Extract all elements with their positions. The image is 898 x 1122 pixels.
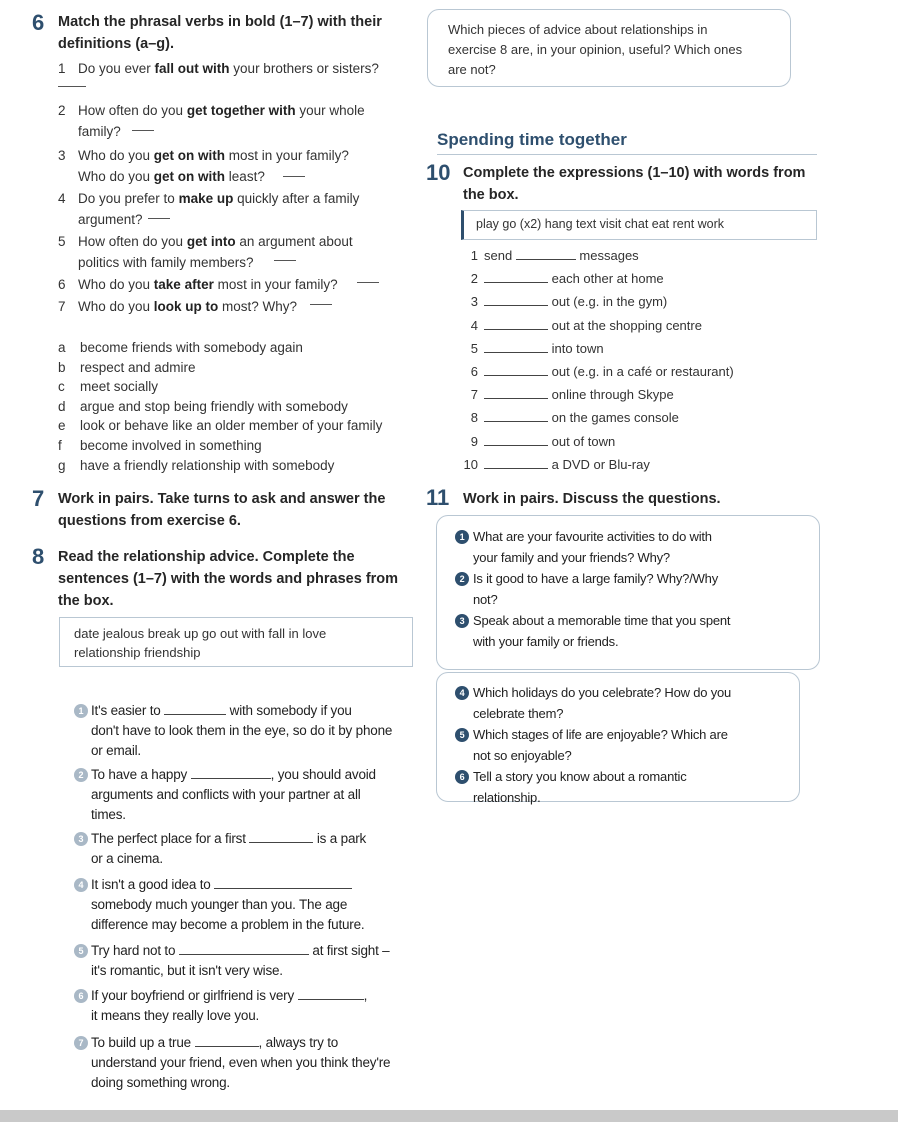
- advice-text: To have a happy: [91, 767, 191, 782]
- definition-text: argue and stop being friendly with somebody: [80, 399, 348, 414]
- definition-letter: e: [58, 418, 66, 433]
- exercise-8-line1: Read the relationship advice. Complete the: [58, 549, 355, 565]
- expression-line: [484, 315, 702, 336]
- exercise-8-number: 8: [32, 544, 45, 569]
- expression-answer-blank[interactable]: [484, 293, 548, 306]
- question-1-line1: What are your favourite activities to do with: [473, 529, 712, 544]
- answer-blank[interactable]: [132, 130, 154, 131]
- question-text-end: most in your family?: [225, 148, 349, 163]
- question-2-number-icon: 2: [455, 572, 469, 586]
- expression-text: out (e.g. in the gym): [548, 294, 668, 309]
- expression-text: out (e.g. in a café or restaurant): [548, 364, 734, 379]
- advice-line1: [91, 828, 366, 849]
- expression-answer-blank[interactable]: [484, 409, 548, 422]
- exercise-6-question-line: [78, 252, 254, 273]
- page-bottom-edge: [0, 1110, 898, 1122]
- phrasal-verb: get on with: [153, 169, 226, 184]
- definition-letter: d: [58, 399, 66, 414]
- question-number: 2: [58, 103, 66, 118]
- expression-number: 4: [470, 318, 478, 333]
- question-text: Who do you: [78, 277, 154, 292]
- definition-letter: f: [58, 438, 62, 453]
- question-4-line1: Which holidays do you celebrate? How do you: [473, 685, 732, 700]
- question-3-number-icon: 3: [455, 614, 469, 628]
- exercise-10-line1: Complete the expressions (1–10) with words from: [463, 165, 806, 181]
- exercise-6-question-line: [78, 166, 265, 187]
- advice-line1: [91, 985, 367, 1006]
- phrasal-verb: get into: [186, 234, 236, 249]
- exercise-8-line3: the box.: [58, 593, 114, 609]
- advice-number-icon: 4: [74, 878, 88, 892]
- exercise-6-question-line: [58, 145, 349, 166]
- definition-letter: b: [58, 360, 66, 375]
- question-2-line1: Is it good to have a large family? Why?/Why: [473, 571, 719, 586]
- definition-text: look or behave like an older member of your family: [80, 418, 383, 433]
- question-number: 7: [58, 299, 66, 314]
- question-text: politics with family members?: [78, 255, 254, 270]
- expression-text: messages: [575, 248, 639, 263]
- expression-answer-blank[interactable]: [484, 270, 548, 283]
- advice-number-icon: 7: [74, 1036, 88, 1050]
- exercise-11-question-5: [455, 724, 728, 745]
- exercise-11-question-4: [455, 682, 731, 703]
- expression-line: [484, 268, 664, 289]
- advice-line2: or a cinema.: [91, 851, 163, 866]
- expression-line: [484, 454, 650, 475]
- exercise-8-word-box-line2: relationship friendship: [74, 645, 201, 660]
- question-text: Who do you: [78, 148, 154, 163]
- answer-blank[interactable]: [148, 218, 170, 219]
- expression-text: out of town: [548, 434, 616, 449]
- advice-number-icon: 2: [74, 768, 88, 782]
- advice-line3: or email.: [91, 743, 141, 758]
- advice-line2: arguments and conflicts with your partner at all: [91, 787, 361, 802]
- question-5-line1: Which stages of life are enjoyable? Which are: [473, 727, 728, 742]
- question-text: How often do you: [78, 234, 187, 249]
- exercise-11-question-2: [455, 568, 718, 589]
- exercise-10-word-box-text: play go (x2) hang text visit chat eat rent work: [476, 217, 725, 231]
- expression-number: 5: [470, 341, 478, 356]
- question-3-line2: with your family or friends.: [473, 634, 619, 649]
- question-number: 6: [58, 277, 66, 292]
- expression-number: 3: [470, 294, 478, 309]
- advice-text: It isn't a good idea to: [91, 877, 215, 892]
- advice-question-box: [427, 9, 791, 87]
- exercise-6-question-line: [58, 58, 379, 79]
- exercise-6-heading-line1: Match the phrasal verbs in bold (1–7) with their: [58, 14, 382, 30]
- question-number: 4: [58, 191, 66, 206]
- exercise-7-line1: Work in pairs. Take turns to ask and answer the: [58, 491, 386, 507]
- advice-answer-blank[interactable]: [214, 876, 352, 889]
- exercise-7-number: 7: [32, 486, 45, 511]
- expression-answer-blank[interactable]: [484, 340, 548, 353]
- section-title-rule: [437, 154, 817, 155]
- exercise-10-number: 10: [426, 160, 451, 185]
- definition-text: become involved in something: [80, 438, 262, 453]
- question-5-number-icon: 5: [455, 728, 469, 742]
- advice-line1: [91, 764, 376, 785]
- exercise-11-heading: Work in pairs. Discuss the questions.: [463, 491, 721, 507]
- expression-line: [484, 431, 615, 452]
- advice-answer-blank[interactable]: [179, 942, 309, 955]
- expression-number: 7: [470, 387, 478, 402]
- advice-text: Try hard not to: [91, 943, 179, 958]
- exercise-6-question-line: [78, 209, 143, 230]
- expression-line: [484, 361, 734, 382]
- question-number: 1: [58, 61, 66, 76]
- definition-text: meet socially: [80, 379, 159, 394]
- question-6-line1: Tell a story you know about a romantic: [473, 769, 687, 784]
- expression-answer-blank[interactable]: [484, 456, 548, 469]
- expression-line: [484, 407, 679, 428]
- expression-line: [484, 338, 604, 359]
- question-6-number-icon: 6: [455, 770, 469, 784]
- phrasal-verb: fall out with: [154, 61, 230, 76]
- definition-letter: a: [58, 340, 66, 355]
- question-text-end: your whole: [295, 103, 365, 118]
- question-text: family?: [78, 124, 121, 139]
- advice-text-end: with somebody if you: [226, 703, 352, 718]
- question-4-line2: celebrate them?: [473, 706, 564, 721]
- advice-answer-blank[interactable]: [191, 766, 271, 779]
- expression-prefix: send: [484, 248, 516, 263]
- advice-answer-blank[interactable]: [249, 830, 313, 843]
- advice-line2: it means they really love you.: [91, 1008, 260, 1023]
- exercise-6-question-line: [58, 296, 297, 317]
- expression-answer-blank[interactable]: [484, 386, 548, 399]
- advice-number-icon: 3: [74, 832, 88, 846]
- advice-line1: [91, 940, 389, 961]
- question-3-line1: Speak about a memorable time that you spent: [473, 613, 731, 628]
- question-number: 3: [58, 148, 66, 163]
- expression-text: online through Skype: [548, 387, 674, 402]
- advice-answer-blank[interactable]: [298, 987, 364, 1000]
- advice-answer-blank[interactable]: [195, 1034, 259, 1047]
- expression-text: a DVD or Blu-ray: [548, 457, 650, 472]
- question-text: How often do you: [78, 103, 187, 118]
- exercise-6-question-line: [78, 121, 121, 142]
- exercise-11-number: 11: [426, 485, 450, 510]
- exercise-6-question-line: [58, 231, 353, 252]
- exercise-11-question-1: [455, 526, 712, 547]
- question-text: Do you ever: [78, 61, 155, 76]
- advice-line1: [91, 1032, 338, 1053]
- expression-number: 1: [470, 248, 478, 263]
- question-text-end: most in your family?: [213, 277, 338, 292]
- expression-number: 2: [470, 271, 478, 286]
- exercise-6-heading-line2: definitions (a–g).: [58, 36, 174, 52]
- exercise-8-word-box: [59, 617, 413, 667]
- advice-line2: don't have to look them in the eye, so do it by phone: [91, 723, 393, 738]
- expression-answer-blank[interactable]: [484, 363, 548, 376]
- question-5-line2: not so enjoyable?: [473, 748, 572, 763]
- question-text-end: your brothers or sisters?: [229, 61, 379, 76]
- answer-blank[interactable]: [283, 176, 305, 177]
- advice-text: It's easier to: [91, 703, 165, 718]
- exercise-8-line2: sentences (1–7) with the words and phrases from: [58, 571, 399, 587]
- expression-answer-blank[interactable]: [484, 433, 548, 446]
- expression-line: [484, 245, 639, 266]
- expression-number: 9: [470, 434, 478, 449]
- phrasal-verb: get on with: [153, 148, 226, 163]
- phrasal-verb: look up to: [153, 299, 219, 314]
- definition-text: have a friendly relationship with somebody: [80, 458, 335, 473]
- expression-text: on the games console: [548, 410, 679, 425]
- answer-blank[interactable]: [274, 260, 296, 261]
- advice-number-icon: 6: [74, 989, 88, 1003]
- advice-text-end: is a park: [313, 831, 367, 846]
- question-text-end: most? Why?: [218, 299, 298, 314]
- exercise-10-line2: the box.: [463, 187, 519, 203]
- advice-line2: somebody much younger than you. The age: [91, 897, 348, 912]
- question-text-end: quickly after a family: [233, 191, 360, 206]
- advice-question-line1: Which pieces of advice about relationships in: [448, 22, 708, 37]
- exercise-6-question-line: [58, 274, 338, 295]
- answer-blank[interactable]: [357, 282, 379, 283]
- definition-text: respect and admire: [80, 360, 196, 375]
- advice-line3: doing something wrong.: [91, 1075, 230, 1090]
- advice-number-icon: 1: [74, 704, 88, 718]
- advice-question-line3: are not?: [448, 62, 496, 77]
- answer-blank[interactable]: [310, 304, 332, 305]
- question-6-line2: relationship.: [473, 790, 541, 805]
- advice-text-end: , you should avoid: [270, 767, 376, 782]
- question-text-end: an argument about: [235, 234, 353, 249]
- advice-line2: it's romantic, but it isn't very wise.: [91, 963, 283, 978]
- phrasal-verb: get together with: [186, 103, 296, 118]
- expression-number: 6: [470, 364, 478, 379]
- exercise-10-word-box: [461, 210, 817, 240]
- expression-number: 8: [470, 410, 478, 425]
- advice-line2: understand your friend, even when you think they're: [91, 1055, 391, 1070]
- advice-text: If your boyfriend or girlfriend is very: [91, 988, 298, 1003]
- exercise-6-question-line: [58, 100, 365, 121]
- definition-letter: c: [58, 379, 65, 394]
- question-text: Who do you: [78, 299, 154, 314]
- expression-line: [484, 384, 674, 405]
- exercise-11-question-3: [455, 610, 730, 631]
- exercise-6-question-line: [58, 188, 359, 209]
- section-title: Spending time together: [437, 130, 627, 149]
- expression-text: into town: [548, 341, 604, 356]
- advice-text-end: , always try to: [258, 1035, 339, 1050]
- advice-text: To build up a true: [91, 1035, 195, 1050]
- advice-line1: [91, 874, 352, 895]
- definition-text: become friends with somebody again: [80, 340, 303, 355]
- advice-number-icon: 5: [74, 944, 88, 958]
- expression-answer-blank[interactable]: [516, 247, 576, 260]
- question-text: Who do you: [78, 169, 154, 184]
- exercise-6-number: 6: [32, 10, 45, 35]
- definition-letter: g: [58, 458, 66, 473]
- exercise-7-line2: questions from exercise 6.: [58, 513, 241, 529]
- advice-text-end: at first sight –: [308, 943, 390, 958]
- advice-line3: times.: [91, 807, 126, 822]
- question-text: argument?: [78, 212, 143, 227]
- advice-line3: difference may become a problem in the future.: [91, 917, 365, 932]
- question-text-end: least?: [225, 169, 265, 184]
- question-4-number-icon: 4: [455, 686, 469, 700]
- question-text: Do you prefer to: [78, 191, 179, 206]
- expression-text: out at the shopping centre: [548, 318, 702, 333]
- advice-answer-blank[interactable]: [164, 702, 226, 715]
- question-1-number-icon: 1: [455, 530, 469, 544]
- advice-text-end: ,: [363, 988, 368, 1003]
- expression-answer-blank[interactable]: [484, 317, 548, 330]
- expression-number: 10: [463, 457, 478, 472]
- answer-blank[interactable]: [58, 86, 86, 87]
- exercise-11-question-6: [455, 766, 687, 787]
- question-2-line2: not?: [473, 592, 498, 607]
- expression-text: each other at home: [548, 271, 664, 286]
- advice-question-line2: exercise 8 are, in your opinion, useful? Which ones: [448, 42, 743, 57]
- advice-text: The perfect place for a first: [91, 831, 250, 846]
- question-1-line2: your family and your friends? Why?: [473, 550, 670, 565]
- exercise-8-word-box-line1: date jealous break up go out with fall in love: [74, 626, 327, 641]
- advice-line1: [91, 700, 352, 721]
- expression-line: [484, 291, 667, 312]
- phrasal-verb: take after: [153, 277, 214, 292]
- phrasal-verb: make up: [178, 191, 234, 206]
- question-number: 5: [58, 234, 66, 249]
